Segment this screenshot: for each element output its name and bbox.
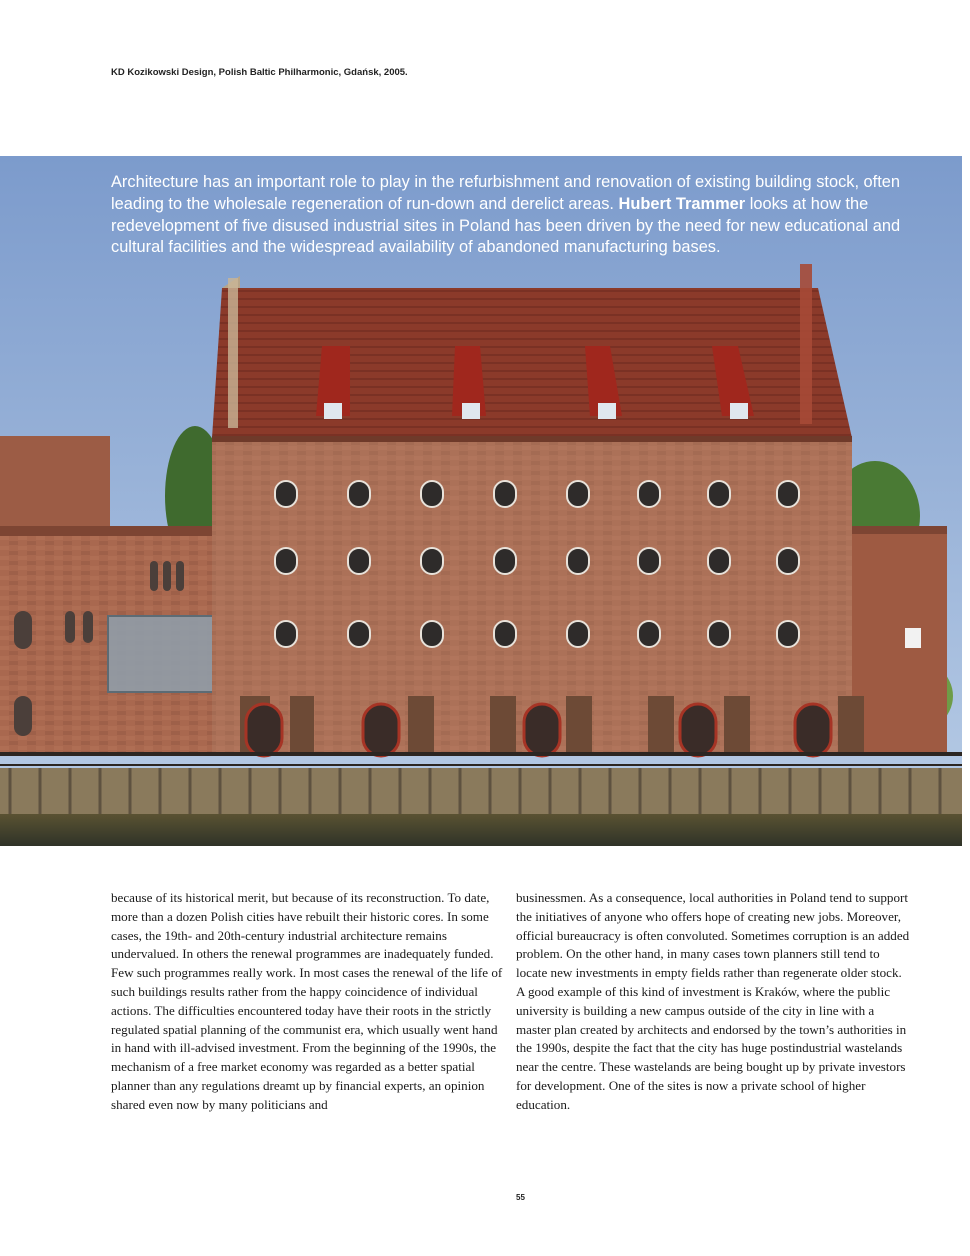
intro-lead: Architecture has an important role to play in the refurbishment and renovation of existing building stock, often leading to the wholesale regeneration of run-down and derelict areas. [111,173,901,213]
building-photo [0,156,962,846]
body-column-right [516,889,911,1115]
body-paragraph-left: because of its historical merit, but because of its reconstruction. To date, more than a dozen Polish cities have rebuilt their historic cores. In some cases, the 19th- and 20th-century industrial architecture remains undervalued. In others the renewal programmes are inadequately funded. Few such programmes really work. In most cases the renewal of the life of such buildings results rather from the happy coincidence of individual actions. The difficulties encountered today have their roots in the strictly regulated spatial planning of the communist era, which usually went hand in hand with ill-advised investment. From the beginning of the 1990s, the mechanism of a free market economy was regarded as a better spatial planner than any regulations dreamt up by financial experts, an opinion shared even now by many politicians and [111,890,503,1112]
photo-caption: KD Kozikowski Design, Polish Baltic Philharmonic, Gdańsk, 2005. [111,67,408,78]
body-column-left [111,889,506,1115]
intro-rest: looks at how the redevelopment of five disused industrial sites in Poland has been driven by the need for new educational and cultural facilities and the widespread availability of abandoned manufacturing bases. [111,194,901,257]
body-paragraph-right: businessmen. As a consequence, local authorities in Poland tend to support the initiatives of anyone who offers hope of creating new jobs. Moreover, official bureaucracy is often convoluted. Sometimes corruption is an added problem. On the other hand, in many cases town planners still tend to locate new investments in empty fields rather than regenerate older stock. A good example of this kind of investment is Kraków, where the public university is building a new campus outside of the city in line with a master plan created by architects and endorsed by the town’s authorities in the 1990s, despite the fact that the city has huge postindustrial wastelands near the centre. These wastelands are being bought up by private investors for development. One of the sites is now a private school of higher education. [516,890,910,1112]
page-number: 55 [516,1193,525,1202]
author-name: Hubert Trammer [618,194,746,213]
intro-standfirst [111,172,901,259]
